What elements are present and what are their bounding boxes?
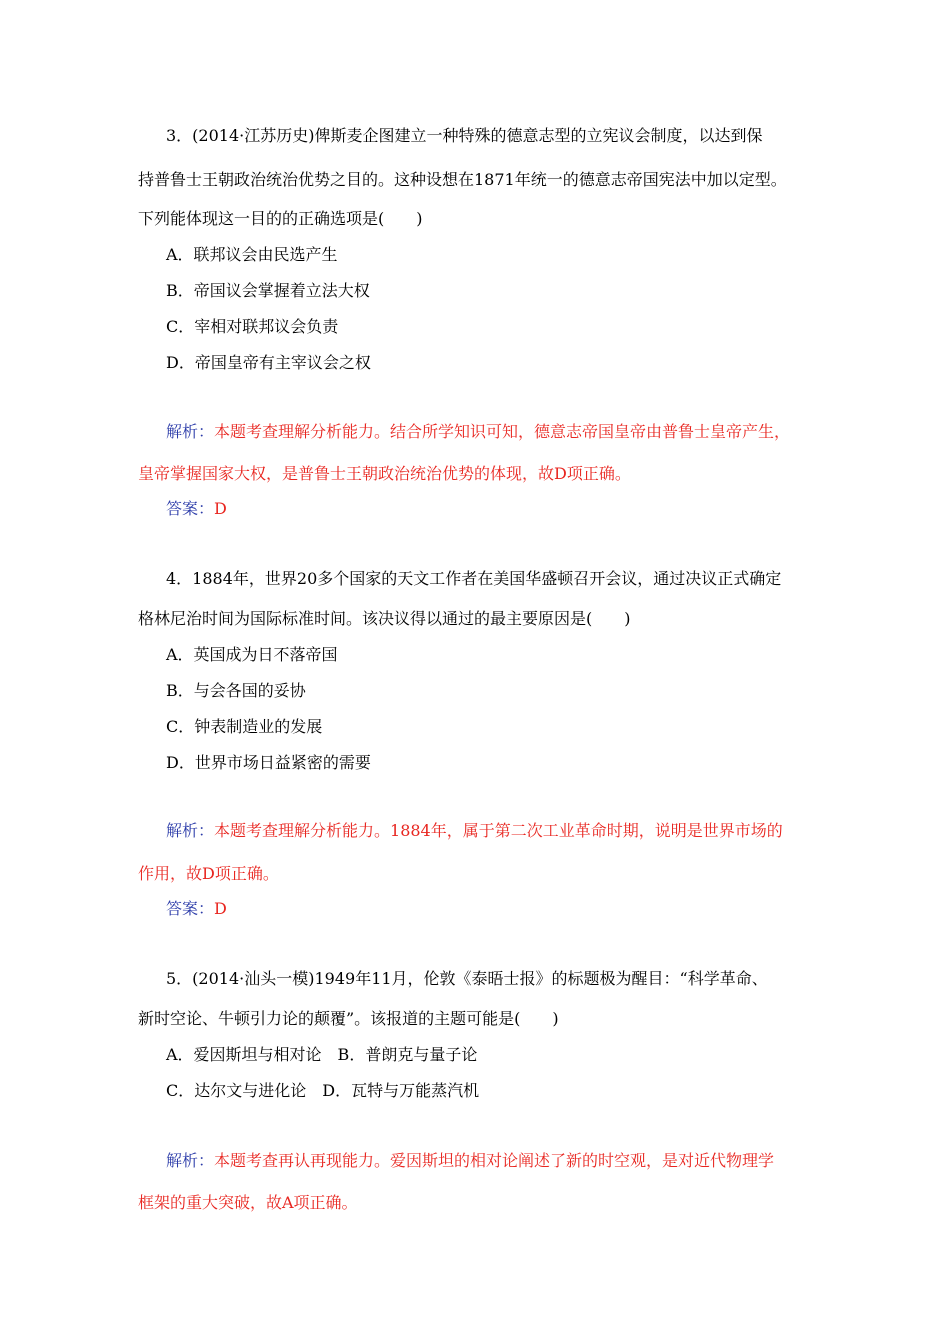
analysis-line xyxy=(166,421,790,443)
analysis-label: 解析： xyxy=(166,1151,215,1170)
option-b: B．与会各国的妥协 xyxy=(166,681,306,700)
option-c: C．宰相对联邦议会负责 xyxy=(166,317,339,336)
answer-value: D xyxy=(214,499,227,518)
question-stem-line: 新时空论、牛顿引力论的颠覆”。该报道的主题可能是( ) xyxy=(138,1009,559,1028)
analysis-line: 框架的重大突破，故A项正确。 xyxy=(138,1193,358,1212)
question-stem-line: 5．(2014·汕头一模)1949年11月，伦敦《泰晤士报》的标题极为醒目：“科学革命、 xyxy=(166,969,768,988)
analysis-line: 皇帝掌握国家大权，是普鲁士王朝政治统治优势的体现，故D项正确。 xyxy=(138,464,631,483)
answer-value: D xyxy=(214,899,227,918)
option-c: C．钟表制造业的发展 xyxy=(166,717,323,736)
question-stem-line: 4．1884年，世界20多个国家的天文工作者在美国华盛顿召开会议，通过决议正式确定 xyxy=(166,569,782,588)
option-b: B．帝国议会掌握着立法大权 xyxy=(166,281,370,300)
analysis-label: 解析： xyxy=(166,821,215,840)
question-stem-line: 格林尼治时间为国际标准时间。该决议得以通过的最主要原因是( ) xyxy=(138,609,631,628)
analysis-line: 作用，故D项正确。 xyxy=(138,864,279,883)
option-d: D．世界市场日益紧密的需要 xyxy=(166,753,371,772)
option-row: C．达尔文与进化论 D．瓦特与万能蒸汽机 xyxy=(166,1081,480,1100)
answer-label: 答案： xyxy=(166,899,215,918)
option-row: A．爱因斯坦与相对论 B．普朗克与量子论 xyxy=(166,1045,478,1064)
answer-line xyxy=(166,898,227,920)
question-stem-line: 持普鲁士王朝政治统治优势之目的。这种设想在1871年统一的德意志帝国宪法中加以定型。 xyxy=(138,170,787,189)
option-d: D．帝国皇帝有主宰议会之权 xyxy=(166,353,371,372)
analysis-text: 本题考查理解分析能力。结合所学知识可知，德意志帝国皇帝由普鲁士皇帝产生， xyxy=(214,422,791,441)
analysis-text: 本题考查理解分析能力。1884年，属于第二次工业革命时期，说明是世界市场的 xyxy=(214,821,783,840)
option-a: A．联邦议会由民选产生 xyxy=(166,245,338,264)
analysis-line xyxy=(166,1150,774,1172)
question-stem-line: 下列能体现这一目的的正确选项是( ) xyxy=(138,209,423,228)
answer-label: 答案： xyxy=(166,499,215,518)
analysis-label: 解析： xyxy=(166,422,215,441)
option-a: A．英国成为日不落帝国 xyxy=(166,645,338,664)
analysis-line xyxy=(166,820,783,842)
analysis-text: 本题考查再认再现能力。爱因斯坦的相对论阐述了新的时空观，是对近代物理学 xyxy=(214,1151,775,1170)
answer-line xyxy=(166,498,227,520)
question-stem-line: 3．(2014·江苏历史)俾斯麦企图建立一种特殊的德意志型的立宪议会制度，以达到保 xyxy=(166,126,763,145)
